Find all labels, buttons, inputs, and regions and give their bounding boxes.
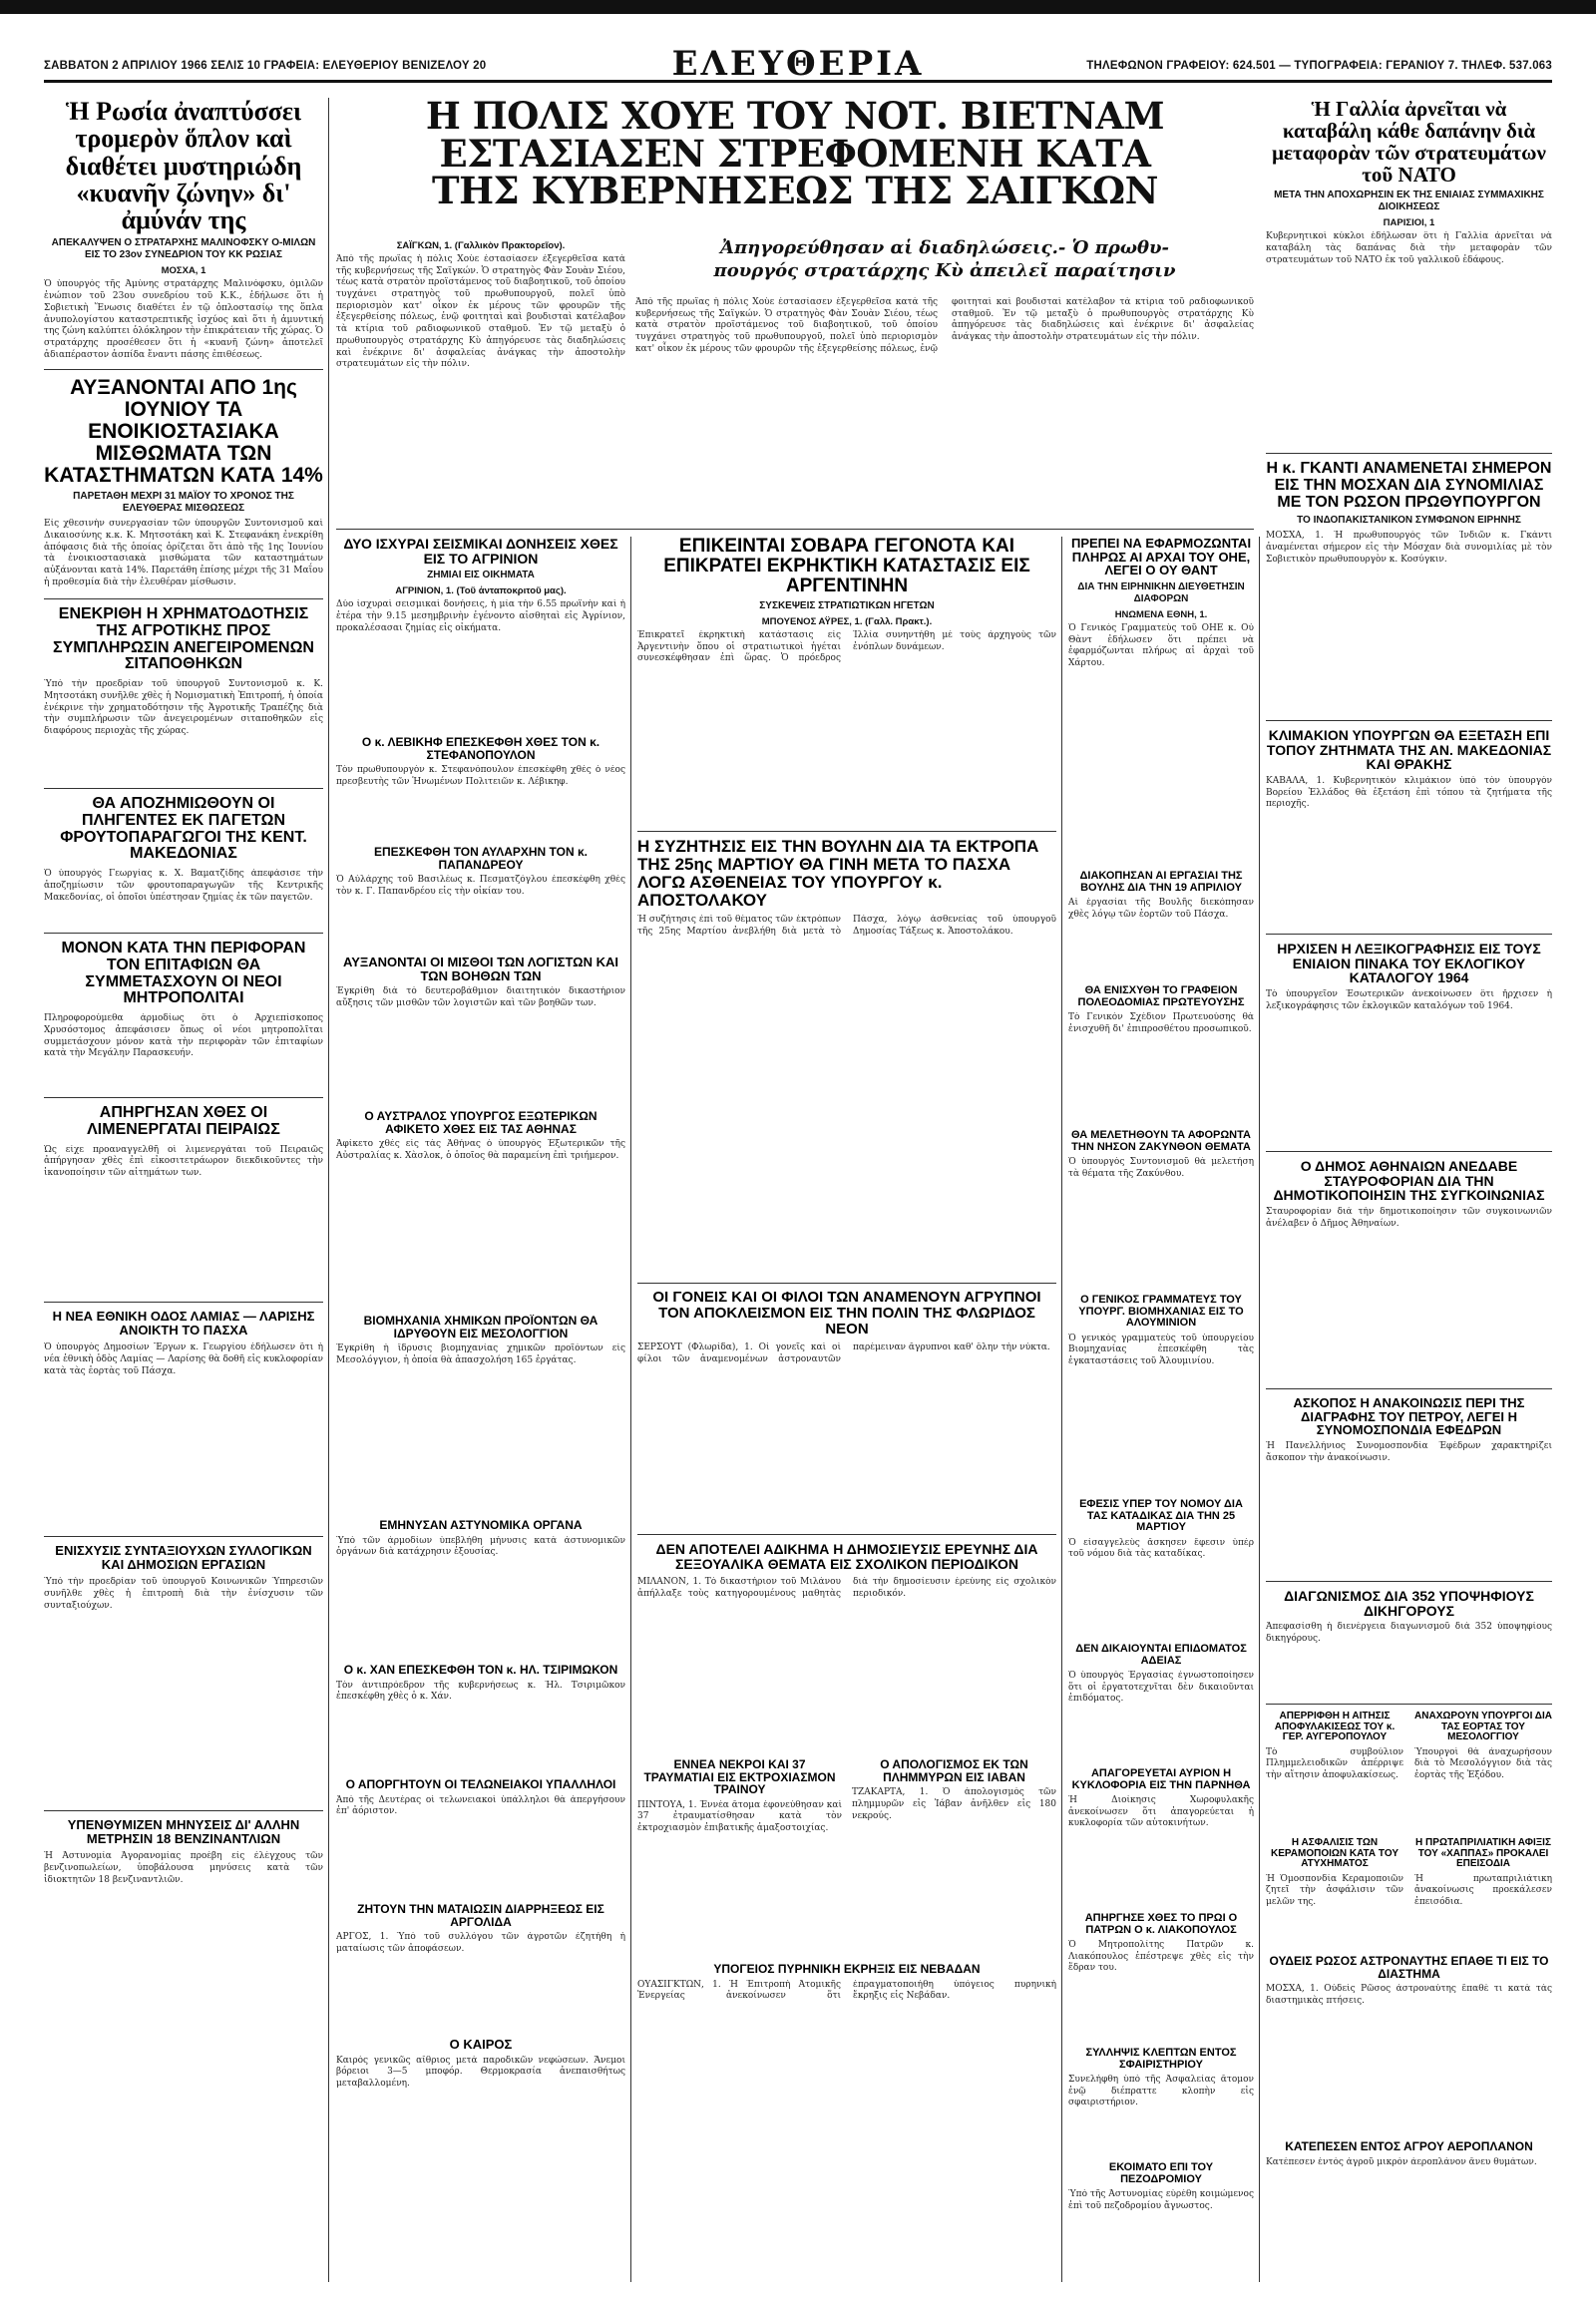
headline: ΗΡΧΙΣΕΝ Η ΛΕΞΙΚΟΓΡΑΦΗΣΙΣ ΕΙΣ ΤΟΥΣ ΕΝΙΑΙΟΝ ΠΙΝΑΚΑ ΤΟΥ ΕΚΛΟΓΙΚΟΥ ΚΑΤΑΛΟΓΟΥ 1964 <box>1277 942 1541 986</box>
article-body: Ἀφίκετο χθὲς εἰς τὰς Ἀθήνας ὁ ὑπουργὸς Ἐξωτερικῶν τῆς Αὐστραλίας κ. Χὰσλοκ, ὁ ὁποῖος θὰ παραμείνη ἐπὶ τριήμερον. <box>336 1139 625 1161</box>
main-banner <box>336 94 1254 213</box>
article-body: Συνελήφθη ὑπὸ τῆς Ἀσφαλείας ἄτομον ἐνῷ διέπραττε κλοπὴν εἰς σφαιριστήριον. <box>1068 2075 1254 2108</box>
story-accountants <box>336 956 625 1105</box>
banner-body: Ἀπὸ τῆς πρωΐας ἡ πόλις Χοὺε ἐστασίασεν ἐξεγερθεῖσα κατὰ τῆς κυβερνήσεως τῆς Σαϊγκών. Ὁ στρατηγὸς Φὰν Σουὰν Σιέου, τέως κατὰ στρατὸν προϊστάμενος τοῦ διαβοητικοῦ, τοῦ ὁποίου τυγχάνει στρατηγὸς τοῦ πρωθυπουργοῦ, πολεῖ ὑπὸ περιορισμὸν κατ' οἶκον ἐκ μέρους τῶν φρουρῶν τῆς ἐξεγερθείσης πόλεως, ἐνῷ φοιτηταὶ καὶ βουδισταὶ κατέλαβον τὰ κτίρια τοῦ ραδιοφωνικοῦ σταθμοῦ. Ἐν τῷ μεταξὺ ὁ πρωθυπουργὸς στρατάρχης Κὺ ἀπηγόρευσε τὰς διαδηλώσεις καὶ ἐνέκρινε δι' ἀσφαλείας ἀνάγκας τὴν ἀποστολὴν στρατευμάτων εἰς τὴν πόλιν. <box>336 254 625 370</box>
story-macedonia-thrace <box>1266 728 1552 928</box>
story-train-derailment <box>637 1758 842 1958</box>
subheadline: ΔΙΑ ΤΗΝ ΕΙΡΗΝΙΚΗΝ ΔΙΕΥΘΕΤΗΣΙΝ ΔΙΑΦΟΡΩΝ <box>1077 580 1245 604</box>
story-chemicals <box>336 1315 625 1514</box>
article-body: Τὸν ἀντιπρόεδρον τῆς κυβερνήσεως κ. Ἠλ. Τσιριμῶκον ἐπεσκέφθη χθὲς ὁ κ. Χάν. <box>336 1680 625 1703</box>
headline: ΔΙΑΚΟΠΗΣΑΝ ΑΙ ΕΡΓΑΣΙΑΙ ΤΗΣ ΒΟΥΛΗΣ ΔΙΑ ΤΗΝ 19 ΑΠΡΙΛΙΟΥ <box>1079 871 1243 894</box>
story-stefanopoulos-visit <box>336 736 625 841</box>
headline: ΑΣΚΟΠΟΣ Η ΑΝΑΚΟΙΝΩΣΙΣ ΠΕΡΙ ΤΗΣ ΔΙΑΓΡΑΦΗΣ ΤΟΥ ΠΕΤΡΟΥ, ΛΕΓΕΙ Η ΣΥΝΟΜΟΣΠΟΝΔΙΑ ΕΦΕΔΡΩΝ <box>1293 1396 1525 1438</box>
article-body: Ἐπικρατεῖ ἐκρηκτικὴ κατάστασις εἰς Ἀργεντινὴν ὅπου οἱ στρατιωτικοὶ ἡγέται συνεσκέφθησαν ἐπὶ ὥρας. Ὁ πρόεδρος Ἰλλία συνηντήθη μὲ τοὺς ἀρχηγοὺς τῶν ἐνόπλων δυνάμεων. <box>637 629 1056 664</box>
article-body: Ὑπὸ τῶν ἁρμοδίων ὑπεβλήθη μήνυσις κατὰ ἀστυνομικῶν ὀργάνων διὰ κατάχρησιν ἐξουσίας. <box>336 1535 625 1558</box>
article-body: Ἀπὸ τῆς Δευτέρας οἱ τελωνειακοὶ ὑπάλληλοι θὰ ἀπεργήσουν ἐπ' ἀόριστον. <box>336 1794 625 1817</box>
headline: ΠΡΕΠΕΙ ΝΑ ΕΦΑΡΜΟΖΩΝΤΑΙ ΠΛΗΡΩΣ ΑΙ ΑΡΧΑΙ ΤΟΥ ΟΗΕ, ΛΕΓΕΙ Ο ΟΥ ΘΑΝΤ <box>1070 537 1252 578</box>
subheadline: ΤΟ ΙΝΔΟΠΑΚΙΣΤΑΝΙΚΟΝ ΣΥΜΦΩΝΟΝ ΕΙΡΗΝΗΣ <box>1297 515 1521 527</box>
headline: ΑΥΞΑΝΟΝΤΑΙ ΟΙ ΜΙΣΘΟΙ ΤΩΝ ΛΟΓΙΣΤΩΝ ΚΑΙ ΤΩΝ ΒΟΗΘΩΝ ΤΩΝ <box>343 956 618 983</box>
banner-story-right <box>635 297 1254 522</box>
article-body: Ὁ γενικὸς γραμματεὺς τοῦ ὑπουργείου Βιομηχανίας ἐπεσκέφθη τὰς ἐγκαταστάσεις τοῦ Ἀλουμινίου. <box>1068 1333 1254 1367</box>
article-body: Κατέπεσεν ἐντὸς ἀγροῦ μικρὸν ἀεροπλάνον ἄνευ θυμάτων. <box>1266 2156 1537 2167</box>
article-body: Πληροφορούμεθα ἀρμοδίως ὅτι ὁ Ἀρχιεπίσκοπος Χρυσόστομος ἀπεφάσισεν ὅπως οἱ νέοι μητροπολῖται συμμετάσχουν μόνον κατὰ τὴν περιφορὰν τῶν ἐπιταφίων κατὰ τὴν Μεγάλην Παρασκευήν. <box>44 1013 323 1059</box>
story-parliament-debate <box>637 838 1056 1277</box>
subheadline: ΣΥΣΚΕΨΕΙΣ ΣΤΡΑΤΙΩΤΙΚΩΝ ΗΓΕΤΩΝ <box>759 599 935 611</box>
column-4 <box>1068 537 1254 2282</box>
story-papandreou-visit <box>336 846 625 951</box>
story-patras <box>1068 1913 1254 2043</box>
story-pensioners <box>44 1544 323 1803</box>
headline: ΒΙΟΜΗΧΑΝΙΑ ΧΗΜΙΚΩΝ ΠΡΟΪΟΝΤΩΝ ΘΑ ΙΔΡΥΘΟΥΝ ΕΙΣ ΜΕΣΟΛΟΓΓΙΟΝ <box>363 1315 598 1341</box>
headline: ΕΠΙΚΕΙΝΤΑΙ ΣΟΒΑΡΑ ΓΕΓΟΝΟΤΑ ΚΑΙ ΕΠΙΚΡΑΤΕΙ ΕΚΡΗΚΤΙΚΗ ΚΑΤΑΣΤΑΣΙΣ ΕΙΣ ΑΡΓΕΝΤΙΝΗΝ <box>663 537 1030 596</box>
story-weather <box>336 2038 625 2277</box>
article-body: Τὸ συμβούλιον Πλημμελειοδικῶν ἀπέρριψε τὴν αἴτησιν ἀποφυλακίσεως. <box>1266 1746 1403 1780</box>
article-body: Δύο ἰσχυραὶ σεισμικαὶ δονήσεις, ἡ μία τὴν 6.55 πρωϊνὴν καὶ ἡ ἑτέρα τὴν 9.15 μεσημβρινὴν ἐγένοντο αἰσθηταὶ εἰς Ἀγρίνιον, προκαλέσασαι ζημίας εἰς οἰκήματα. <box>336 599 625 633</box>
story-pumps <box>44 1818 323 2277</box>
headline: ΕΜΗΝΥΣΑΝ ΑΣΤΥΝΟΜΙΚΑ ΟΡΓΑΝΑ <box>379 1519 583 1532</box>
article-body: Τὸν πρωθυπουργὸν κ. Στεφανόπουλον ἐπεσκέφθη χθὲς ὁ νέος πρεσβευτὴς τῶν Ἡνωμένων Πολιτειῶν κ. Λέβικηφ. <box>336 765 625 787</box>
article-body: Ὁ εἰσαγγελεὺς ἄσκησεν ἔφεσιν ὑπὲρ τοῦ νόμου διὰ τὰς καταδίκας. <box>1068 1537 1254 1560</box>
headline: ΚΑΤΕΠΕΣΕΝ ΕΝΤΟΣ ΑΓΡΟΥ ΑΕΡΟΠΛΑΝΟΝ <box>1285 2140 1533 2153</box>
article-body: Σταυροφορίαν διὰ τὴν δημοτικοποίησιν τῶν συγκοινωνιῶν ἀνέλαβεν ὁ Δῆμος Ἀθηναίων. <box>1266 1207 1552 1229</box>
headline: ΕΝΝΕΑ ΝΕΚΡΟΙ ΚΑΙ 37 ΤΡΑΥΜΑΤΙΑΙ ΕΙΣ ΕΚΤΡΟΧΙΑΣΜΟΝ ΤΡΑΙΝΟΥ <box>643 1758 836 1797</box>
article-body: Ἐγκρίθη διὰ τὸ δευτεροβάθμιον διαιτητικὸν δικαστήριον αὔξησις τῶν μισθῶν τῶν λογιστῶν καὶ τῶν βοηθῶν των. <box>336 986 625 1008</box>
headline: Η ΣΥΖΗΤΗΣΙΣ ΕΙΣ ΤΗΝ ΒΟΥΛΗΝ ΔΙΑ ΤΑ ΕΚΤΡΟΠΑ ΤΗΣ 25ης ΜΑΡΤΙΟΥ ΘΑ ΓΙΝΗ ΜΕΤΑ ΤΟ ΠΑΣΧΑ ΛΟΓΩ ΑΣΘΕΝΕΙΑΣ ΤΟΥ ΥΠΟΥΡΓΟΥ κ. ΑΠΟΣΤΟΛΑΚΟΥ <box>637 838 1039 910</box>
dateline: ΠΑΡΙΣΙΟΙ, 1 <box>1383 217 1435 229</box>
story-ceramics <box>1266 1838 1403 1948</box>
headline: ΑΠΗΡΓΗΣΕ ΧΘΕΣ ΤΟ ΠΡΩΙ Ο ΠΑΤΡΩΝ Ο κ. ΛΙΑΚΟΠΟΥΛΟΣ <box>1084 1913 1238 1936</box>
masthead-date-line: ΣΑΒΒΑΤΟΝ 2 ΑΠΡΙΛΙΟΥ 1966 ΣΕΛΙΣ 10 ΓΡΑΦΕΙΑ: ΕΛΕΥΘΕΡΙΟΥ ΒΕΝΙΖΕΛΟΥ 20 <box>44 60 487 72</box>
story-cosmonauts <box>1266 1955 1552 2134</box>
article-body: Ἡ Ὁμοσπονδία Κεραμοποιῶν ζητεῖ τὴν ἀσφάλισιν τῶν μελῶν της. <box>1266 1873 1403 1907</box>
headline: ΚΛΙΜΑΚΙΟΝ ΥΠΟΥΡΓΩΝ ΘΑ ΕΞΕΤΑΣΗ ΕΠΙ ΤΟΠΟΥ ΖΗΤΗΜΑΤΑ ΤΗΣ ΑΝ. ΜΑΚΕΔΟΝΙΑΣ ΚΑΙ ΘΡΑΚΗΣ <box>1266 728 1552 773</box>
article-body: Ἀπεφασίσθη ἡ διενέργεια διαγωνισμοῦ διὰ 352 ὑποψηφίους δικηγόρους. <box>1266 1622 1552 1645</box>
banner-line-1: Η ΠΟΛΙΣ ΧΟΥΕ ΤΟΥ ΝΟΤ. ΒΙΕΤΝΑΜ <box>425 94 1165 138</box>
story-frost <box>44 796 323 926</box>
headline: ΔΕΝ ΔΙΚΑΙΟΥΝΤΑΙ ΕΠΙΔΟΜΑΤΟΣ ΑΔΕΙΑΣ <box>1075 1644 1247 1667</box>
headline: ΕΚΟΙΜΑΤΟ ΕΠΙ ΤΟΥ ΠΕΖΟΔΡΟΜΙΟΥ <box>1108 2162 1214 2185</box>
article-body: ΟΥΑΣΙΓΚΤΩΝ, 1. Ἡ Ἐπιτροπὴ Ἀτομικῆς Ἐνεργείας ἀνεκοίνωσεν ὅτι ἐπραγματοποιήθη ὑπόγειος πυρηνικὴ ἔκρηξις εἰς Νεβάδαν. <box>637 1979 1056 2002</box>
article-body: Ἡ Πανελλήνιος Συνομοσπονδία Ἐφέδρων χαρακτηρίζει ἄσκοπον τὴν ἀνακοίνωσιν. <box>1266 1440 1552 1463</box>
story-u-thant <box>1068 537 1254 866</box>
headline: Ο κ. ΧΑΝ ΕΠΕΣΚΕΦΘΗ ΤΟΝ κ. ΗΛ. ΤΣΙΡΙΜΩΚΟΝ <box>343 1664 618 1677</box>
headline: Ο ΑΠΟΛΟΓΙΣΜΟΣ ΕΚ ΤΩΝ ΠΛΗΜΜΥΡΩΝ ΕΙΣ ΙΑΒΑΝ <box>880 1758 1028 1784</box>
headline: ΑΥΞΑΝΟΝΤΑΙ ΑΠΟ 1ης ΙΟΥΝΙΟΥ ΤΑ ΕΝΟΙΚΙΟΣΤΑΣΙΑΚΑ ΜΙΣΘΩΜΑΤΑ ΤΩΝ ΚΑΤΑΣΤΗΜΑΤΩΝ ΚΑΤΑ 14% <box>44 377 323 488</box>
dateline: ΑΓΡΙΝΙΟΝ, 1. (Τοῦ ἀνταποκριτοῦ μας). <box>395 585 567 597</box>
story-russia-weapon <box>44 98 323 362</box>
headline: ΕΝΕΚΡΙΘΗ Η ΧΡΗΜΑΤΟΔΟΤΗΣΙΣ ΤΗΣ ΑΓΡΟΤΙΚΗΣ ΠΡΟΣ ΣΥΜΠΛΗΡΩΣΙΝ ΑΝΕΓΕΙΡΟΜΕΝΩΝ ΣΙΤΑΠΟΘΗΚΩΝ <box>53 606 314 673</box>
article-body: Τὸ ὑπουργεῖον Ἐσωτερικῶν ἀνεκοίνωσεν ὅτι ἤρχισεν ἡ λεξικογράφησις τῶν ἐκλογικῶν καταλόγων τοῦ 1964. <box>1266 989 1552 1011</box>
headline: ΘΑ ΑΠΟΖΗΜΙΩΘΟΥΝ ΟΙ ΠΛΗΓΕΝΤΕΣ ΕΚ ΠΑΓΕΤΩΝ ΦΡΟΥΤΟΠΑΡΑΓΩΓΟΙ ΤΗΣ ΚΕΝΤ. ΜΑΚΕΔΟΝΙΑΣ <box>60 796 307 863</box>
story-australian-minister <box>336 1110 625 1310</box>
headline: Ἡ Γαλλία ἀρνεῖται νὰ καταβάλη κάθε δαπάνην διὰ μεταφορὰν τῶν στρατευμάτων τοῦ ΝΑΤΟ <box>1272 98 1546 188</box>
headline: Ο ΑΠΟΡΓΗΤΟΥΝ ΟΙ ΤΕΛΩΝΕΙΑΚΟΙ ΥΠΑΛΛΗΛΟΙ <box>345 1778 616 1791</box>
story-electoral-rolls <box>1266 942 1552 1146</box>
banner-line-2: ΕΣΤΑΣΙΑΣΕΝ ΣΤΡΕΦΟΜΕΝΗ ΚΑΤΑ <box>439 131 1151 176</box>
article-body: Αἱ ἐργασίαι τῆς Βουλῆς διεκόπησαν χθὲς λόγῳ τῶν ἑορτῶν τοῦ Πάσχα. <box>1068 898 1254 920</box>
article-body: Ὁ ὑπουργὸς Ἐργασίας ἐγνωστοποίησεν ὅτι οἱ ἐργατοτεχνῖται δὲν δικαιοῦνται ἐπιδόματος. <box>1068 1671 1254 1705</box>
column-3 <box>637 537 1056 2282</box>
headline: ΑΠΗΡΓΗΣΑΝ ΧΘΕΣ ΟΙ ΛΙΜΕΝΕΡΓΑΤΑΙ ΠΕΙΡΑΙΩΣ <box>87 1105 280 1138</box>
dateline: ΜΟΣΧΑ, 1 <box>161 265 206 277</box>
story-leave-allowance <box>1068 1644 1254 1763</box>
story-florida <box>637 1290 1056 1529</box>
headline: Ο ΔΗΜΟΣ ΑΘΗΝΑΙΩΝ ΑΝΕΔΑΒΕ ΣΤΑΥΡΟΦΟΡΙΑΝ ΔΙΑ ΤΗΝ ΔΗΜΟΤΙΚΟΠΟΙΗΣΙΝ ΤΗΣ ΣΥΓΚΟΙΝΩΝΙΑΣ <box>1273 1159 1545 1204</box>
story-parnitha <box>1068 1768 1254 1908</box>
story-urban-planning <box>1068 985 1254 1125</box>
story-lamia-larisa <box>44 1310 323 1529</box>
story-tsirimokos <box>336 1664 625 1773</box>
story-parliament-recess <box>1068 871 1254 980</box>
story-lawyers-exam <box>1266 1589 1552 1699</box>
story-appeal <box>1068 1499 1254 1639</box>
article-body: ΚΑΒΑΛΑ, 1. Κυβερνητικὸν κλιμάκιον ὑπὸ τὸν ὑπουργὸν Βορείου Ἑλλάδος θὰ ἐξετάση ἐπὶ τόπου τὰ ζητήματα τῆς περιοχῆς. <box>1266 776 1552 810</box>
headline: ΔΙΑΓΩΝΙΣΜΟΣ ΔΙΑ 352 ΥΠΟΨΗΦΙΟΥΣ ΔΙΚΗΓΟΡΟΥΣ <box>1284 1589 1534 1619</box>
article-body: ΣΕΡΣΟΫΤ (Φλωρίδα), 1. Οἱ γονεῖς καὶ οἱ φίλοι τῶν ἀναμενομένων ἀστροναυτῶν παρέμειναν ἄγρυπνοι καθ' ὅλην τὴν νύκτα. <box>637 1342 1050 1364</box>
headline: Η ΝΕΑ ΕΘΝΙΚΗ ΟΔΟΣ ΛΑΜΙΑΣ — ΛΑΡΙΣΗΣ ΑΝΟΙΚΤΗ ΤΟ ΠΑΣΧΑ <box>52 1310 315 1338</box>
story-java-floods <box>852 1758 1056 1958</box>
subheadline: ΑΠΕΚΑΛΥΨΕΝ Ο ΣΤΡΑΤΑΡΧΗΣ ΜΑΛΙΝΟΦΣΚΥ Ο-ΜΙΛΩΝ ΕΙΣ ΤΟ 23ον ΣΥΝΕΔΡΙΟΝ ΤΟΥ ΚΚ ΡΩΣΙΑΣ <box>51 237 316 261</box>
headline: ΕΝΙΣΧΥΣΙΣ ΣΥΝΤΑΞΙΟΥΧΩΝ ΣΥΛΛΟΓΙΚΩΝ ΚΑΙ ΔΗΜΟΣΙΩΝ ΕΡΓΑΣΙΩΝ <box>55 1544 312 1572</box>
article-body: Ἡ συζήτησις ἐπὶ τοῦ θέματος τῶν ἐκτρόπων τῆς 25ης Μαρτίου ἀνεβλήθη διὰ μετὰ τὸ Πάσχα, λόγῳ ἀσθενείας τοῦ ὑπουργοῦ Δημοσίας Τάξεως κ. Ἀποστολάκου. <box>637 915 1056 938</box>
headline: ΔΕΝ ΑΠΟΤΕΛΕΙ ΑΔΙΚΗΜΑ Η ΔΗΜΟΣΙΕΥΣΙΣ ΕΡΕΥΝΗΣ ΔΙΑ ΣΕΞΟΥΑΛΙΚΑ ΘΕΜΑΤΑ ΕΙΣ ΣΧΟΛΙΚΟΝ ΠΕΡΙΟΔΙΚΟΝ <box>655 1542 1038 1572</box>
article-body: Ὁ Μητροπολίτης Πατρῶν κ. Λιακόπουλος ἐπέστρεψε χθὲς εἰς τὴν ἕδραν του. <box>1068 1940 1254 1974</box>
article-body: Εἰς χθεσινὴν συνεργασίαν τῶν ὑπουργῶν Συντονισμοῦ καὶ Δικαιοσύνης κ.κ. Κ. Μητσοτάκη καὶ Κ. Στεφανάκη ἐνεκρίθη ἀπόφασις διὰ τῆς ὁποίας ὁρίζεται ὅτι ἀπὸ τῆς 1ης Ἰουνίου τὰ ἐνοικιοστασιακὰ μισθώματα τῶν καταστημάτων αὐξάνονται κατὰ 14%. Παρετάθη ἐπίσης μέχρι τῆς 31 Μαΐου ἡ προθεσμία διὰ τὴν ἐλευθέραν μίσθωσιν. <box>44 519 323 587</box>
article-body: ΤΖΑΚΑΡΤΑ, 1. Ὁ ἀπολογισμὸς τῶν πλημμυρῶν εἰς Ἰάβαν ἀνῆλθεν εἰς 180 νεκρούς. <box>852 1787 1056 1821</box>
headline: ΘΑ ΕΝΙΣΧΥΘΗ ΤΟ ΓΡΑΦΕΙΟΝ ΠΟΛΕΟΔΟΜΙΑΣ ΠΡΩΤΕΥΟΥΣΗΣ <box>1077 985 1245 1008</box>
story-april-fool <box>1414 1838 1552 1948</box>
headline: ΜΟΝΟΝ ΚΑΤΑ ΤΗΝ ΠΕΡΙΦΟΡΑΝ ΤΟΝ ΕΠΙΤΑΦΙΩΝ ΘΑ ΣΥΜΜΕΤΑΣΧΟΥΝ ΟΙ ΝΕΟΙ ΜΗΤΡΟΠΟΛΙΤΑΙ <box>61 941 306 1007</box>
headline: Ο ΑΥΣΤΡΑΛΟΣ ΥΠΟΥΡΓΟΣ ΕΞΩΤΕΡΙΚΩΝ ΑΦΙΚΕΤΟ ΧΘΕΣ ΕΙΣ ΤΑΣ ΑΘΗΝΑΣ <box>364 1110 598 1136</box>
story-rents <box>44 377 323 591</box>
article-body: ΠΙΝΤΟΥΑ, 1. Ἐννέα ἄτομα ἐφονεύθησαν καὶ 37 ἐτραυματίσθησαν κατὰ τὸν ἐκτροχιασμὸν ἐπιβατικῆς ἀμαξοστοιχίας. <box>637 1799 842 1834</box>
story-milan-survey <box>637 1542 1056 1751</box>
headline: ΑΠΕΡΡΙΦΘΗ Η ΑΙΤΗΣΙΣ ΑΠΟΦΥΛΑΚΙΣΕΩΣ ΤΟΥ κ. ΓΕΡ. ΑΥΓΕΡΟΠΟΥΛΟΥ <box>1274 1712 1396 1742</box>
dateline: ΜΠΟΥΕΝΟΣ ΑΫΡΕΣ, 1. (Γαλλ. Πρακτ.). <box>761 615 933 627</box>
headline: ΕΠΕΣΚΕΦΘΗ ΤΟΝ ΑΥΛΑΡΧΗΝ ΤΟΝ κ. ΠΑΠΑΝΔΡΕΟΥ <box>373 846 589 872</box>
dateline: ΗΝΩΜΕΝΑ ΕΘΝΗ, 1. <box>1114 608 1208 620</box>
story-sidewalk <box>1068 2162 1254 2277</box>
story-thieves <box>1068 2048 1254 2157</box>
story-avgeropoulos <box>1266 1712 1403 1831</box>
story-france-nato <box>1266 98 1552 447</box>
article-body: ΜΟΣΧΑ, 1. Οὐδεὶς Ρῶσος ἀστροναύτης ἔπαθέ τι κατὰ τὰς διαστημικὰς πτήσεις. <box>1266 1984 1552 2006</box>
article-body: Ὡς εἶχε προαναγγελθῆ οἱ λιμενεργάται τοῦ Πειραιῶς ἀπήργησαν χθὲς ἐπὶ εἰκοσιτετράωρον διεκδικοῦντες τὴν ἱκανοποίησιν τῶν αἰτημάτων των. <box>44 1144 323 1178</box>
article-body: Ὑπὸ τὴν προεδρίαν τοῦ ὑπουργοῦ Κοινωνικῶν Ὑπηρεσιῶν συνῆλθε χθὲς ἡ ἐπιτροπὴ διὰ τὴν ἐνίσχυσιν τῶν συνταξιούχων. <box>44 1577 323 1611</box>
story-silos <box>44 606 323 781</box>
headline: Ο κ. ΛΕΒΙΚΗΦ ΕΠΕΣΚΕΦΘΗ ΧΘΕΣ ΤΟΝ κ. ΣΤΕΦΑΝΟΠΟΥΛΟΝ <box>361 736 600 762</box>
top-black-bar <box>0 0 1596 14</box>
article-body: Καιρὸς γενικῶς αἴθριος μετὰ παροδικῶν νεφώσεων. Ἄνεμοι βόρειοι 3—5 μποφόρ. Θερμοκρασία ἀνεπαισθήτως μεταβαλλομένη. <box>336 2055 625 2090</box>
story-gandhi-moscow <box>1266 461 1552 715</box>
column-5 <box>1266 98 1552 2282</box>
headline: ΑΝΑΧΩΡΟΥΝ ΥΠΟΥΡΓΟΙ ΔΙΑ ΤΑΣ ΕΟΡΤΑΣ ΤΟΥ ΜΕΣΟΛΟΓΓΙΟΥ <box>1414 1712 1552 1742</box>
story-reservists <box>1266 1396 1552 1576</box>
article-body: ΜΟΣΧΑ, 1. Ἡ πρωθυπουργὸς τῶν Ἰνδιῶν κ. Γκάντι ἀναμένεται σήμερον εἰς τὴν Μόσχαν διὰ συνομιλίας μὲ τὸν Σοβιετικὸν πρωθυπουργὸν κ. Κοσύγκιν. <box>1266 531 1552 565</box>
story-plane-crash <box>1266 2140 1552 2280</box>
banner-story-left <box>336 237 625 522</box>
column-1 <box>44 98 323 2282</box>
article-body: Ὑπὸ τῆς Ἀστυνομίας εὑρέθη κοιμώμενος ἐπὶ τοῦ πεζοδρομίου ἄγνωστος. <box>1068 2189 1254 2211</box>
headline: Η ΑΣΦΑΛΙΣΙΣ ΤΩΝ ΚΕΡΑΜΟΠΟΙΩΝ ΚΑΤΑ ΤΟΥ ΑΤΥΧΗΜΑΤΟΣ <box>1270 1838 1399 1869</box>
headline: ΣΥΛΛΗΨΙΣ ΚΛΕΠΤΩΝ ΕΝΤΟΣ ΣΦΑΙΡΙΣΤΗΡΙΟΥ <box>1085 2048 1237 2071</box>
article-body: Ὁ ὑπουργὸς Γεωργίας κ. Χ. Βαματζίδης ἀπεφάσισε τὴν ἀποζημίωσιν τῶν φρουτοπαραγωγῶν τῆς Κεντρικῆς Μακεδονίας, οἱ ὁποῖοι ὑπέστησαν ζημίας ἐκ τῶν παγετῶν. <box>44 869 323 903</box>
article-body: Ἡ πρωταπριλιάτικη ἀνακοίνωσις προεκάλεσεν ἐπεισόδια. <box>1414 1873 1552 1907</box>
front-page <box>44 94 1552 2282</box>
banner-deck <box>635 237 1254 282</box>
story-police <box>336 1519 625 1659</box>
story-nevada-test <box>637 1963 1056 2277</box>
story-argolida <box>336 1903 625 2033</box>
headline: Η ΠΡΩΤΑΠΡΙΛΙΑΤΙΚΗ ΑΦΙΞΙΣ ΤΟΥ «ΧΑΠΠΑΣ» ΠΡΟΚΑΛΕΙ ΕΠΕΙΣΟΔΙΑ <box>1415 1838 1551 1869</box>
deck-line-2: πουργός στρατάρχης Κὺ ἀπειλεῖ παραίτησιν <box>713 259 1176 281</box>
subheadline: ΠΑΡΕΤΑΘΗ ΜΕΧΡΙ 31 ΜΑΪΟΥ ΤΟ ΧΡΟΝΟΣ ΤΗΣ ΕΛΕΥΘΕΡΑΣ ΜΙΣΘΩΣΕΩΣ <box>73 491 294 515</box>
banner-line-3: ΤΗΣ ΚΥΒΕΡΝΗΣΕΩΣ ΤΗΣ ΣΑΙΓΚΩΝ <box>432 169 1158 213</box>
article-body: Ἡ Ἀστυνομία Ἀγορανομίας προέβη εἰς ἐλέγχους τῶν βενζινοπωλείων, ὑποβάλουσα μηνύσεις κατὰ τῶν ἰδιοκτητῶν 18 βενζιναντλιῶν. <box>44 1851 323 1885</box>
masthead-phones: ΤΗΛΕΦΩΝΟΝ ΓΡΑΦΕΙΟΥ: 624.501 — ΤΥΠΟΓΡΑΦΕΙΑ: ΓΕΡΑΝΙΟΥ 7. ΤΗΛΕΦ. 537.063 <box>1086 60 1552 72</box>
headline: Ο ΚΑΙΡΟΣ <box>449 2038 513 2052</box>
subheadline: ΖΗΜΙΑΙ ΕΙΣ ΟΙΚΗΜΑΤΑ <box>427 570 535 581</box>
column-2 <box>336 537 625 2282</box>
headline: ΖΗΤΟΥΝ ΤΗΝ ΜΑΤΑΙΩΣΙΝ ΔΙΑΡΡΗΞΕΩΣ ΕΙΣ ΑΡΓΟΛΙΔΑ <box>357 1903 604 1929</box>
headline: ΑΠΑΓΟΡΕΥΕΤΑΙ ΑΥΡΙΟΝ Η ΚΥΚΛΟΦΟΡΙΑ ΕΙΣ ΤΗΝ ΠΑΡΝΗΘΑ <box>1071 1768 1251 1791</box>
story-argentina <box>637 537 1056 826</box>
article-body: Ἡ Διοίκησις Χωροφυλακῆς ἀνεκοίνωσεν ὅτι ἀπαγορεύεται ἡ κυκλοφορία τῶν αὐτοκινήτων. <box>1068 1795 1254 1829</box>
article-body: Κυβερνητικοὶ κύκλοι ἐδήλωσαν ὅτι ἡ Γαλλία ἀρνεῖται νὰ καταβάλη τὰς δαπάνας διὰ τὴν μεταφορὰν τῶν στρατευμάτων τοῦ ΝΑΤΟ ἐκ τοῦ γαλλικοῦ ἐδάφους. <box>1266 231 1552 265</box>
article-body: ΑΡΓΟΣ, 1. Ὑπὸ τοῦ συλλόγου τῶν ἀγροτῶν ἐζητήθη ἡ ματαίωσις τῶν ἀποφάσεων. <box>336 1932 625 1954</box>
story-agrinion-quake <box>336 537 625 731</box>
article-body: Ἐγκρίθη ἡ ἵδρυσις βιομηχανίας χημικῶν προϊόντων εἰς Μεσολόγγιον, ἡ ὁποία θὰ ἀπασχολήση 165 ἐργάτας. <box>336 1343 625 1365</box>
article-body: Ὑπουργοὶ θὰ ἀναχωρήσουν διὰ τὸ Μεσολόγγιον διὰ τὰς ἑορτὰς τῆς Ἐξόδου. <box>1414 1746 1552 1780</box>
headline: Ἡ Ρωσία ἀναπτύσσει τρομερὸν ὅπλον καὶ διαθέτει μυστηριώδη «κυανῆν ζώνην» δι' ἀμύνάν της <box>65 98 302 235</box>
story-metropolitans <box>44 941 323 1090</box>
article-body: Ὁ Γενικὸς Γραμματεὺς τοῦ ΟΗΕ κ. Οὖ Θὰντ ἐδήλωσεν ὅτι πρέπει νὰ ἐφαρμόζωνται πλήρως αἱ ἀρχαὶ τοῦ Χάρτου. <box>1068 622 1254 668</box>
article-body: ΜΙΛΑΝΟΝ, 1. Τὸ δικαστήριον τοῦ Μιλάνου ἀπήλλαξε τοὺς κατηγορουμένους μαθητὰς διὰ τὴν δημοσίευσιν ἐρεύνης εἰς σχολικὸν περιοδικόν. <box>637 1577 1056 1600</box>
headline: ΕΦΕΣΙΣ ΥΠΕΡ ΤΟΥ ΝΟΜΟΥ ΔΙΑ ΤΑΣ ΚΑΤΑΔΙΚΑΣ ΔΙΑ ΤΗΝ 25 ΜΑΡΤΙΟΥ <box>1079 1499 1243 1534</box>
article-body: Τὸ Γενικὸν Σχέδιον Πρωτευούσης θὰ ἐνισχυθῆ δι' ἐπιπροσθέτου προσωπικοῦ. <box>1068 1012 1254 1034</box>
article-body: Ὁ ὑπουργὸς τῆς Ἀμύνης στρατάρχης Μαλινόφσκυ, ὁμιλῶν ἐνώπιον τοῦ 23ου συνεδρίου τοῦ Κ.Κ., ἐδήλωσε ὅτι ἡ Σοβιετικὴ Ἕνωσις διαθέτει ἐν τῷ ὁπλοστασίῳ της ὅπλα ἀνυπολογίστου καταστρεπτικῆς ἰσχύος καὶ ὅτι ἡ ἀμυντική της ζώνη καλύπτει ὁλόκληρον τὴν ἐπικράτειαν τῆς χώρας. Ὁ στρατάρχης προσέθεσεν ὅτι ἡ «κυανῆ ζώνη» ἀποτελεῖ ἀδιαπέραστον ἀσπίδα ἔναντι πάσης ἐπιθέσεως. <box>44 279 323 360</box>
article-body: Ὁ ὑπουργὸς Δημοσίων Ἔργων κ. Γεωργίου ἐδήλωσεν ὅτι ἡ νέα ἐθνικὴ ὁδὸς Λαμίας — Λαρίσης θὰ δοθῆ εἰς κυκλοφορίαν κατὰ τὰς ἑορτὰς τοῦ Πάσχα. <box>44 1342 323 1376</box>
headline: ΔΥΟ ΙΣΧΥΡΑΙ ΣΕΙΣΜΙΚΑΙ ΔΟΝΗΣΕΙΣ ΧΘΕΣ ΕΙΣ ΤΟ ΑΓΡΙΝΙΟΝ <box>343 537 618 567</box>
newspaper-title: ΕΛΕΥΘΕΡΙΑ <box>671 44 925 84</box>
article-body: Ὁ ὑπουργὸς Συντονισμοῦ θὰ μελετήση τὰ θέματα τῆς Ζακύνθου. <box>1068 1157 1254 1179</box>
story-ministers-mesolongi <box>1414 1712 1552 1831</box>
deck-line-1: Ἀπηγορεύθησαν αἱ διαδηλώσεις.- Ὁ πρωθυ- <box>720 237 1169 258</box>
headline: Ο ΓΕΝΙΚΟΣ ΓΡΑΜΜΑΤΕΥΣ ΤΟΥ ΥΠΟΥΡΓ. ΒΙΟΜΗΧΑΝΙΑΣ ΕΙΣ ΤΟ ΑΛΟΥΜΙΝΙΟΝ <box>1078 1295 1244 1330</box>
story-customs <box>336 1778 625 1898</box>
article-body: Ὑπὸ τὴν προεδρίαν τοῦ ὑπουργοῦ Συντονισμοῦ κ. Κ. Μητσοτάκη συνῆλθε χθὲς ἡ Νομισματικὴ Ἐπιτροπή, ἡ ὁποία ἐνέκρινε τὴν χρηματοδότησιν τῆς Ἀγροτικῆς Τραπέζης διὰ τὴν συμπλήρωσιν τῶν ἀνεγειρομένων σιταποθηκῶν εἰς διαφόρους περιοχὰς τῆς χώρας. <box>44 679 323 736</box>
banner-body-continued: Ἀπὸ τῆς πρωΐας ἡ πόλις Χοὺε ἐστασίασεν ἐξεγερθεῖσα κατὰ τῆς κυβερνήσεως τῆς Σαϊγκών. Ὁ στρατηγὸς Φὰν Σουὰν Σιέου, τέως κατὰ στρατὸν προϊστάμενος τοῦ διαβοητικοῦ, τοῦ ὁποίου τυγχάνει στρατηγὸς τοῦ πρωθυπουργοῦ, πολεῖ ὑπὸ περιορισμὸν κατ' οἶκον ἐκ μέρους τῶν φρουρῶν τῆς ἐξεγερθείσης πόλεως, ἐνῷ φοιτηταὶ καὶ βουδισταὶ κατέλαβον τὰ κτίρια τοῦ ραδιοφωνικοῦ σταθμοῦ. Ἐν τῷ μεταξὺ ὁ πρωθυπουργὸς στρατάρχης Κὺ ἀπηγόρευσε τὰς διαδηλώσεις καὶ ἐνέκρινε δι' ἀσφαλείας ἀνάγκας τὴν ἀποστολὴν στρατευμάτων εἰς τὴν πόλιν. <box>635 297 1254 354</box>
headline: ΟΥΔΕΙΣ ΡΩΣΟΣ ΑΣΤΡΟΝΑΥΤΗΣ ΕΠΑΘΕ ΤΙ ΕΙΣ ΤΟ ΔΙΑΣΤΗΜΑ <box>1269 1955 1549 1981</box>
headline: ΘΑ ΜΕΛΕΤΗΘΟΥΝ ΤΑ ΑΦΟΡΩΝΤΑ ΤΗΝ ΝΗΣΟΝ ΖΑΚΥΝΘΟΝ ΘΕΜΑΤΑ <box>1071 1130 1251 1153</box>
headline: Η κ. ΓΚΑΝΤΙ ΑΝΑΜΕΝΕΤΑΙ ΣΗΜΕΡΟΝ ΕΙΣ ΤΗΝ ΜΟΣΧΑΝ ΔΙΑ ΣΥΝΟΜΙΛΙΑΣ ΜΕ ΤΟΝ ΡΩΣΟΝ ΠΡΩΘΥΠΟΥΡΓΟΝ <box>1266 461 1552 511</box>
headline: ΥΠΕΝΘΥΜΙΖΕΝ ΜΗΝΥΣΕΙΣ ΔΙ' ΑΛΛΗΝ ΜΕΤΡΗΣΙΝ 18 ΒΕΝΖΙΝΑΝΤΛΙΩΝ <box>67 1818 300 1846</box>
subheadline: ΜΕΤΑ ΤΗΝ ΑΠΟΧΩΡΗΣΙΝ ΕΚ ΤΗΣ ΕΝΙΑΙΑΣ ΣΥΜΜΑΧΙΚΗΣ ΔΙΟΙΚΗΣΕΩΣ <box>1274 190 1544 213</box>
story-athens-transport <box>1266 1159 1552 1383</box>
banner-dateline: ΣΑΪΓΚΩΝ, 1. (Γαλλικὸν Πρακτορεῖον). <box>396 240 566 251</box>
story-aluminium <box>1068 1295 1254 1494</box>
headline: ΥΠΟΓΕΙΟΣ ΠΥΡΗΝΙΚΗ ΕΚΡΗΞΙΣ ΕΙΣ ΝΕΒΑΔΑΝ <box>713 1963 981 1976</box>
story-dockworkers <box>44 1105 323 1295</box>
headline: ΟΙ ΓΟΝΕΙΣ ΚΑΙ ΟΙ ΦΙΛΟΙ ΤΩΝ ΑΝΑΜΕΝΟΥΝ ΑΓΡΥΠΝΟΙ ΤΟΝ ΑΠΟΚΛΕΙΣΜΟΝ ΕΙΣ ΤΗΝ ΠΟΛΙΝ ΤΗΣ ΦΛΩΡΙΔΟΣ ΝΕΟΝ <box>652 1290 1041 1338</box>
article-body: Ὁ Αὐλάρχης τοῦ Βασιλέως κ. Πεσματζόγλου ἐπεσκέφθη χθὲς τὸν κ. Γ. Παπανδρέου εἰς τὴν οἰκίαν του. <box>336 875 625 897</box>
story-zakynthos <box>1068 1130 1254 1290</box>
masthead <box>44 46 1552 83</box>
